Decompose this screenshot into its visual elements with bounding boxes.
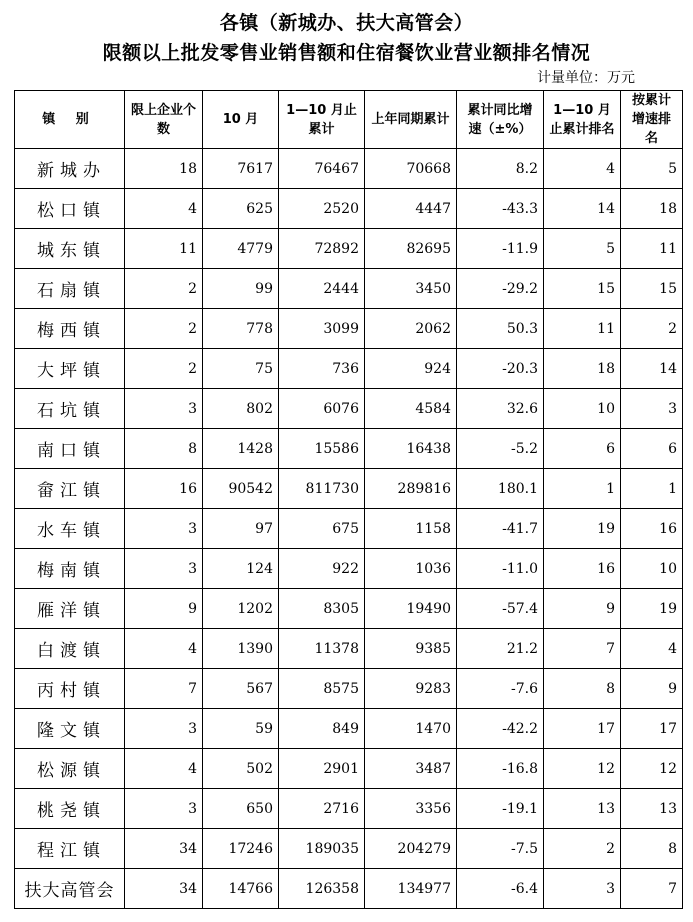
ytd-cell: 675 <box>279 509 365 549</box>
town-cell: 石坑镇 <box>15 389 125 429</box>
growth-rank-cell: 14 <box>621 349 683 389</box>
growth-cell: -5.2 <box>457 429 544 469</box>
growth-cell: 21.2 <box>457 629 544 669</box>
table-body <box>15 149 683 909</box>
ytd-cell: 15586 <box>279 429 365 469</box>
enterprise-count-cell: 3 <box>125 789 203 829</box>
table-row <box>15 669 683 709</box>
last-year-ytd-cell: 9385 <box>365 629 457 669</box>
growth-rank-cell: 10 <box>621 549 683 589</box>
table-row <box>15 469 683 509</box>
table-row <box>15 189 683 229</box>
table-row <box>15 149 683 189</box>
town-cell: 水车镇 <box>15 509 125 549</box>
enterprise-count-cell: 4 <box>125 629 203 669</box>
ytd-rank-cell: 17 <box>544 709 621 749</box>
ytd-rank-cell: 4 <box>544 149 621 189</box>
october-cell: 14766 <box>203 869 279 909</box>
growth-rank-cell: 1 <box>621 469 683 509</box>
town-cell: 新城办 <box>15 149 125 189</box>
town-cell: 丙村镇 <box>15 669 125 709</box>
growth-rank-cell: 4 <box>621 629 683 669</box>
growth-cell: -57.4 <box>457 589 544 629</box>
growth-rank-cell: 13 <box>621 789 683 829</box>
ytd-rank-cell: 14 <box>544 189 621 229</box>
town-cell: 梅南镇 <box>15 549 125 589</box>
ytd-cell: 736 <box>279 349 365 389</box>
town-cell: 扶大高管会 <box>15 869 125 909</box>
table-row <box>15 429 683 469</box>
growth-cell: -42.2 <box>457 709 544 749</box>
table-row <box>15 709 683 749</box>
growth-cell: -41.7 <box>457 509 544 549</box>
growth-rank-cell: 6 <box>621 429 683 469</box>
ytd-rank-cell: 5 <box>544 229 621 269</box>
growth-cell: -43.3 <box>457 189 544 229</box>
title-line-1: 各镇（新城办、扶大高管会） <box>219 12 474 34</box>
growth-cell: 50.3 <box>457 309 544 349</box>
growth-cell: -19.1 <box>457 789 544 829</box>
town-cell: 松源镇 <box>15 749 125 789</box>
enterprise-count-cell: 7 <box>125 669 203 709</box>
last-year-ytd-cell: 9283 <box>365 669 457 709</box>
growth-cell: -7.5 <box>457 829 544 869</box>
ytd-rank-cell: 18 <box>544 349 621 389</box>
column-header-ytd: 1—10 月止累计 <box>279 91 365 149</box>
ranking-table <box>14 90 683 909</box>
town-cell: 隆文镇 <box>15 709 125 749</box>
town-cell: 大坪镇 <box>15 349 125 389</box>
ytd-cell: 811730 <box>279 469 365 509</box>
october-cell: 567 <box>203 669 279 709</box>
october-cell: 1428 <box>203 429 279 469</box>
ytd-cell: 2901 <box>279 749 365 789</box>
growth-rank-cell: 15 <box>621 269 683 309</box>
enterprise-count-cell: 3 <box>125 509 203 549</box>
last-year-ytd-cell: 3450 <box>365 269 457 309</box>
ytd-cell: 8305 <box>279 589 365 629</box>
october-cell: 1202 <box>203 589 279 629</box>
last-year-ytd-cell: 2062 <box>365 309 457 349</box>
enterprise-count-cell: 4 <box>125 749 203 789</box>
last-year-ytd-cell: 3487 <box>365 749 457 789</box>
ytd-cell: 3099 <box>279 309 365 349</box>
enterprise-count-cell: 2 <box>125 269 203 309</box>
october-cell: 1390 <box>203 629 279 669</box>
ytd-cell: 2716 <box>279 789 365 829</box>
column-header-growth-rank: 按累计增速排名 <box>621 91 683 149</box>
growth-cell: -20.3 <box>457 349 544 389</box>
october-cell: 75 <box>203 349 279 389</box>
table-row <box>15 309 683 349</box>
october-cell: 97 <box>203 509 279 549</box>
ytd-rank-cell: 2 <box>544 829 621 869</box>
enterprise-count-cell: 3 <box>125 549 203 589</box>
table-row <box>15 229 683 269</box>
table-row <box>15 349 683 389</box>
growth-cell: 180.1 <box>457 469 544 509</box>
enterprise-count-cell: 3 <box>125 389 203 429</box>
october-cell: 802 <box>203 389 279 429</box>
last-year-ytd-cell: 4447 <box>365 189 457 229</box>
last-year-ytd-cell: 924 <box>365 349 457 389</box>
ytd-cell: 6076 <box>279 389 365 429</box>
growth-cell: -11.9 <box>457 229 544 269</box>
town-cell: 白渡镇 <box>15 629 125 669</box>
enterprise-count-cell: 11 <box>125 229 203 269</box>
growth-rank-cell: 12 <box>621 749 683 789</box>
last-year-ytd-cell: 3356 <box>365 789 457 829</box>
town-cell: 松口镇 <box>15 189 125 229</box>
ytd-cell: 2520 <box>279 189 365 229</box>
ytd-rank-cell: 6 <box>544 429 621 469</box>
growth-rank-cell: 3 <box>621 389 683 429</box>
table-row <box>15 269 683 309</box>
last-year-ytd-cell: 70668 <box>365 149 457 189</box>
enterprise-count-cell: 4 <box>125 189 203 229</box>
ytd-rank-cell: 1 <box>544 469 621 509</box>
october-cell: 778 <box>203 309 279 349</box>
ytd-rank-cell: 8 <box>544 669 621 709</box>
title-line-2: 限额以上批发零售业销售额和住宿餐饮业营业额排名情况 <box>102 42 591 64</box>
enterprise-count-cell: 16 <box>125 469 203 509</box>
october-cell: 59 <box>203 709 279 749</box>
growth-rank-cell: 16 <box>621 509 683 549</box>
ytd-rank-cell: 13 <box>544 789 621 829</box>
ytd-rank-cell: 19 <box>544 509 621 549</box>
enterprise-count-cell: 2 <box>125 309 203 349</box>
enterprise-count-cell: 34 <box>125 869 203 909</box>
table-row <box>15 749 683 789</box>
growth-rank-cell: 18 <box>621 189 683 229</box>
table-row <box>15 789 683 829</box>
growth-cell: -7.6 <box>457 669 544 709</box>
ytd-rank-cell: 3 <box>544 869 621 909</box>
ytd-rank-cell: 15 <box>544 269 621 309</box>
column-header-ytd-rank: 1—10 月止累计排名 <box>544 91 621 149</box>
table-row <box>15 389 683 429</box>
growth-rank-cell: 9 <box>621 669 683 709</box>
october-cell: 7617 <box>203 149 279 189</box>
ytd-cell: 922 <box>279 549 365 589</box>
last-year-ytd-cell: 82695 <box>365 229 457 269</box>
october-cell: 625 <box>203 189 279 229</box>
town-cell: 程江镇 <box>15 829 125 869</box>
ytd-cell: 76467 <box>279 149 365 189</box>
ytd-cell: 189035 <box>279 829 365 869</box>
ytd-rank-cell: 9 <box>544 589 621 629</box>
ytd-rank-cell: 10 <box>544 389 621 429</box>
ytd-rank-cell: 16 <box>544 549 621 589</box>
last-year-ytd-cell: 1036 <box>365 549 457 589</box>
town-cell: 畲江镇 <box>15 469 125 509</box>
table-row <box>15 549 683 589</box>
report-title <box>0 8 693 68</box>
october-cell: 90542 <box>203 469 279 509</box>
enterprise-count-cell: 18 <box>125 149 203 189</box>
growth-rank-cell: 2 <box>621 309 683 349</box>
enterprise-count-cell: 8 <box>125 429 203 469</box>
town-cell: 石扇镇 <box>15 269 125 309</box>
ytd-cell: 2444 <box>279 269 365 309</box>
last-year-ytd-cell: 19490 <box>365 589 457 629</box>
column-header-last-year-ytd: 上年同期累计 <box>365 91 457 149</box>
town-cell: 南口镇 <box>15 429 125 469</box>
enterprise-count-cell: 2 <box>125 349 203 389</box>
ytd-rank-cell: 11 <box>544 309 621 349</box>
town-cell: 城东镇 <box>15 229 125 269</box>
last-year-ytd-cell: 1470 <box>365 709 457 749</box>
table-header-row <box>15 91 683 149</box>
ytd-rank-cell: 7 <box>544 629 621 669</box>
unit-label: 计量单位：万元 <box>537 70 635 86</box>
ytd-rank-cell: 12 <box>544 749 621 789</box>
ytd-cell: 126358 <box>279 869 365 909</box>
last-year-ytd-cell: 1158 <box>365 509 457 549</box>
table-row <box>15 829 683 869</box>
growth-rank-cell: 19 <box>621 589 683 629</box>
growth-cell: -16.8 <box>457 749 544 789</box>
town-cell: 雁洋镇 <box>15 589 125 629</box>
enterprise-count-cell: 9 <box>125 589 203 629</box>
table-row <box>15 589 683 629</box>
enterprise-count-cell: 34 <box>125 829 203 869</box>
growth-cell: -29.2 <box>457 269 544 309</box>
growth-cell: 32.6 <box>457 389 544 429</box>
last-year-ytd-cell: 134977 <box>365 869 457 909</box>
growth-rank-cell: 7 <box>621 869 683 909</box>
october-cell: 17246 <box>203 829 279 869</box>
october-cell: 650 <box>203 789 279 829</box>
column-header-october: 10 月 <box>203 91 279 149</box>
last-year-ytd-cell: 16438 <box>365 429 457 469</box>
last-year-ytd-cell: 204279 <box>365 829 457 869</box>
october-cell: 124 <box>203 549 279 589</box>
column-header-growth: 累计同比增速（±%） <box>457 91 544 149</box>
growth-cell: 8.2 <box>457 149 544 189</box>
ytd-cell: 8575 <box>279 669 365 709</box>
table-row <box>15 629 683 669</box>
ytd-cell: 11378 <box>279 629 365 669</box>
growth-rank-cell: 8 <box>621 829 683 869</box>
ytd-cell: 72892 <box>279 229 365 269</box>
growth-rank-cell: 11 <box>621 229 683 269</box>
last-year-ytd-cell: 4584 <box>365 389 457 429</box>
table-row <box>15 869 683 909</box>
growth-cell: -11.0 <box>457 549 544 589</box>
town-cell: 桃尧镇 <box>15 789 125 829</box>
column-header-enterprise-count: 限上企业个数 <box>125 91 203 149</box>
column-header-town: 镇 别 <box>15 91 125 149</box>
town-cell: 梅西镇 <box>15 309 125 349</box>
table-row <box>15 509 683 549</box>
growth-rank-cell: 17 <box>621 709 683 749</box>
october-cell: 99 <box>203 269 279 309</box>
last-year-ytd-cell: 289816 <box>365 469 457 509</box>
growth-rank-cell: 5 <box>621 149 683 189</box>
growth-cell: -6.4 <box>457 869 544 909</box>
october-cell: 4779 <box>203 229 279 269</box>
october-cell: 502 <box>203 749 279 789</box>
enterprise-count-cell: 3 <box>125 709 203 749</box>
ytd-cell: 849 <box>279 709 365 749</box>
